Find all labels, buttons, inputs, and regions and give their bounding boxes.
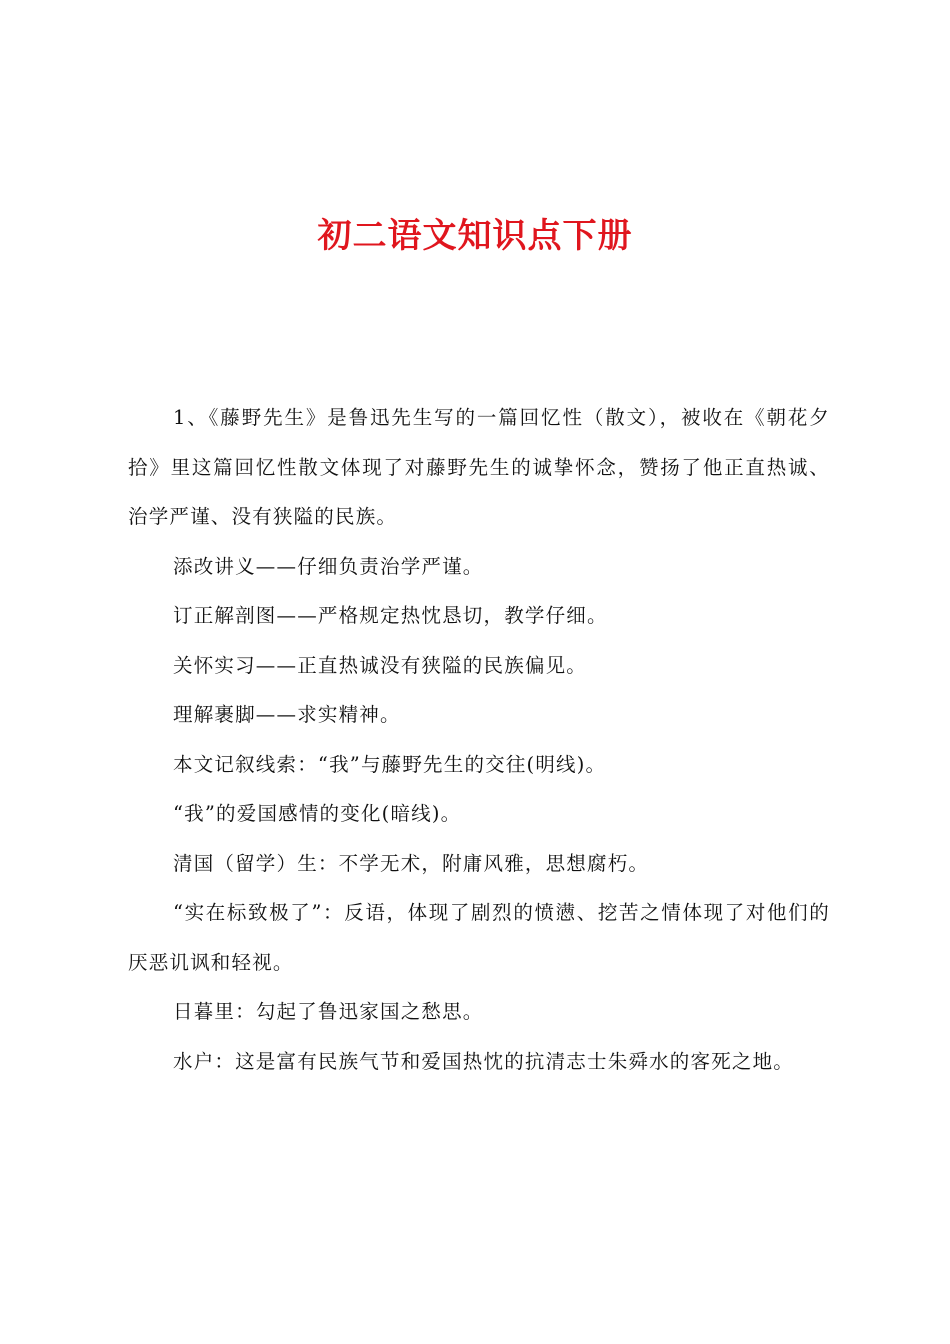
- paragraph-hidden-clue: “我”的爱国感情的变化(暗线)。: [173, 802, 462, 825]
- paragraph-lecture-notes: 添改讲义——仔细负责治学严谨。: [173, 554, 484, 578]
- paragraph-foot-binding: 理解裹脚——求实精神。: [173, 703, 401, 726]
- paragraph-practice-care: 关怀实习——正直热诚没有狭隘的民族偏见。: [173, 653, 588, 677]
- paragraph-qing-students: 清国（留学）生：不学无术，附庸风雅，思想腐朽。: [173, 851, 650, 875]
- paragraph-anatomy-diagram: 订正解剖图——严格规定热忱恳切，教学仔细。: [173, 604, 608, 627]
- paragraph-irony: “实在标致极了”：反语，体现了剧烈的愤懑、挖苦之情体现了对他们的厌恶讥讽和轻视。: [128, 901, 830, 974]
- page-title: 初二语文知识点下册: [317, 216, 633, 256]
- paragraph-nippori: 日暮里：勾起了鲁迅家国之愁思。: [173, 1000, 484, 1023]
- paragraph-fujino-intro: 1、《藤野先生》是鲁迅先生写的一篇回忆性（散文），被收在《朝花夕拾》里这篇回忆性散文体现了对藤野先生的诚挚怀念，赞扬了他正直热诚、治学严谨、没有狭隘的民族。: [128, 406, 830, 528]
- document-body: [128, 393, 830, 1086]
- paragraph-mito: 水户：这是富有民族气节和爱国热忱的抗清志士朱舜水的客死之地。: [173, 1049, 795, 1073]
- paragraph-main-clue: 本文记叙线索：“我”与藤野先生的交往(明线)。: [173, 752, 607, 776]
